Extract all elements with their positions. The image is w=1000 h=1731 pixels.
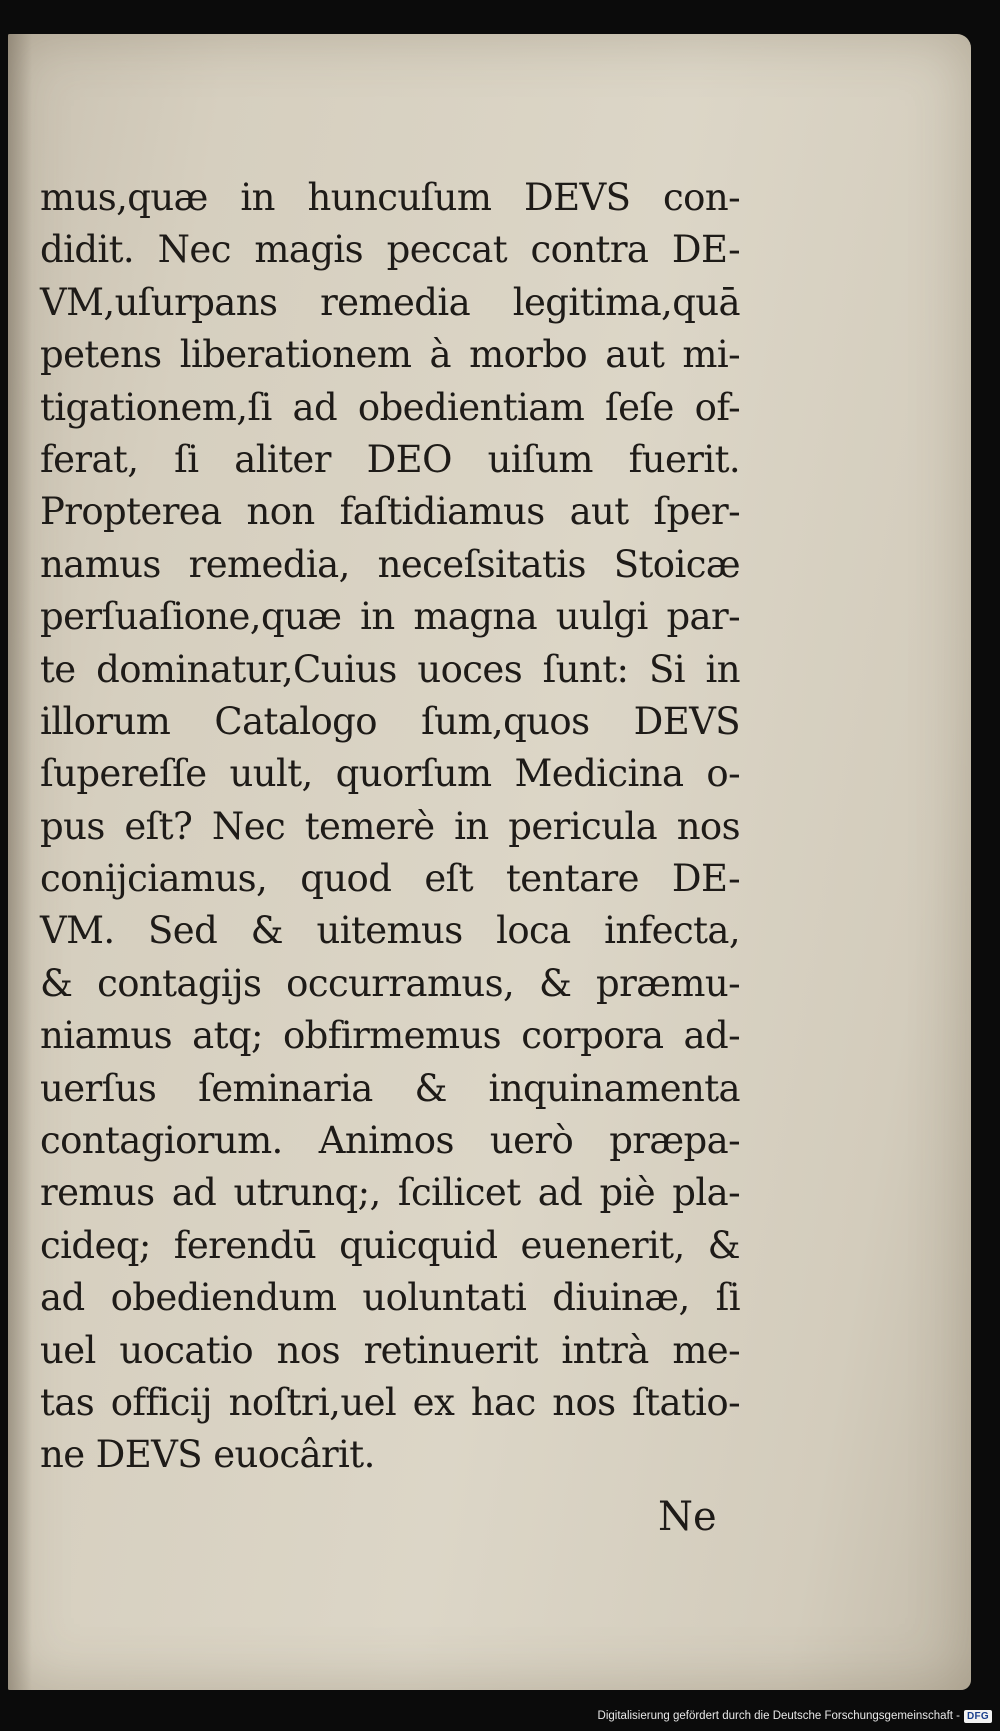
text-line: te dominatur,Cuius uoces ſunt: Si in xyxy=(40,647,740,691)
text-line: mus,quæ in huncuſum DEVS con- xyxy=(40,176,740,219)
credit-text: Digitalisierung gefördert durch die Deutsche Forschungsgemeinschaft - xyxy=(597,1710,960,1722)
text-line: petens liberationem à morbo aut mi- xyxy=(40,333,740,377)
text-line: uerſus ſeminaria & inquinamenta xyxy=(40,1066,740,1110)
text-line: ſupereſſe uult, quorſum Medicina o- xyxy=(40,752,740,796)
text-line: ferat, ſi aliter DEO uiſum fuerit. xyxy=(40,437,740,481)
text-line: & contagijs occurramus, & præmu- xyxy=(40,961,740,1005)
text-line: VM. Sed & uitemus loca infecta, xyxy=(40,909,740,953)
text-line: ad obediendum uoluntati diuinæ, ſi xyxy=(40,1276,740,1320)
text-line: niamus atq; obfirmemus corpora ad- xyxy=(40,1014,740,1058)
text-line: Propterea non faſtidiamus aut ſper- xyxy=(40,490,740,534)
text-line: ne DEVS euocârit. xyxy=(40,1433,375,1477)
text-line: cideq; ferendū quicquid euenerit, & xyxy=(40,1223,740,1267)
catchword: Ne xyxy=(658,1494,717,1540)
page-gutter-shadow xyxy=(8,34,32,1690)
text-line: perſuaſione,quæ in magna uulgi par- xyxy=(40,595,740,639)
dfg-logo: DFG xyxy=(964,1710,992,1723)
digitization-credit xyxy=(598,1705,992,1727)
text-line: illorum Catalogo ſum,quos DEVS xyxy=(40,699,740,743)
text-line: uel uocatio nos retinuerit intrà me- xyxy=(40,1328,740,1372)
text-line: tigationem,ſi ad obedientiam ſeſe of- xyxy=(40,385,740,429)
text-line: contagiorum. Animos uerò præpa- xyxy=(40,1119,740,1163)
text-line: remus ad utrunq;, ſcilicet ad piè pla- xyxy=(40,1171,740,1215)
text-line: tas officij noſtri,uel ex hac nos ſtatio- xyxy=(40,1380,740,1424)
body-text xyxy=(40,172,740,1482)
text-line: VM,uſurpans remedia legitima,quā xyxy=(40,280,740,324)
book-page xyxy=(8,34,971,1690)
text-line: pus eſt? Nec temerè in pericula nos xyxy=(40,804,740,848)
text-line: conijciamus, quod eſt tentare DE- xyxy=(40,857,740,901)
text-line: didit. Nec magis peccat contra DE- xyxy=(40,228,740,272)
text-line: namus remedia, neceſsitatis Stoicæ xyxy=(40,542,740,586)
